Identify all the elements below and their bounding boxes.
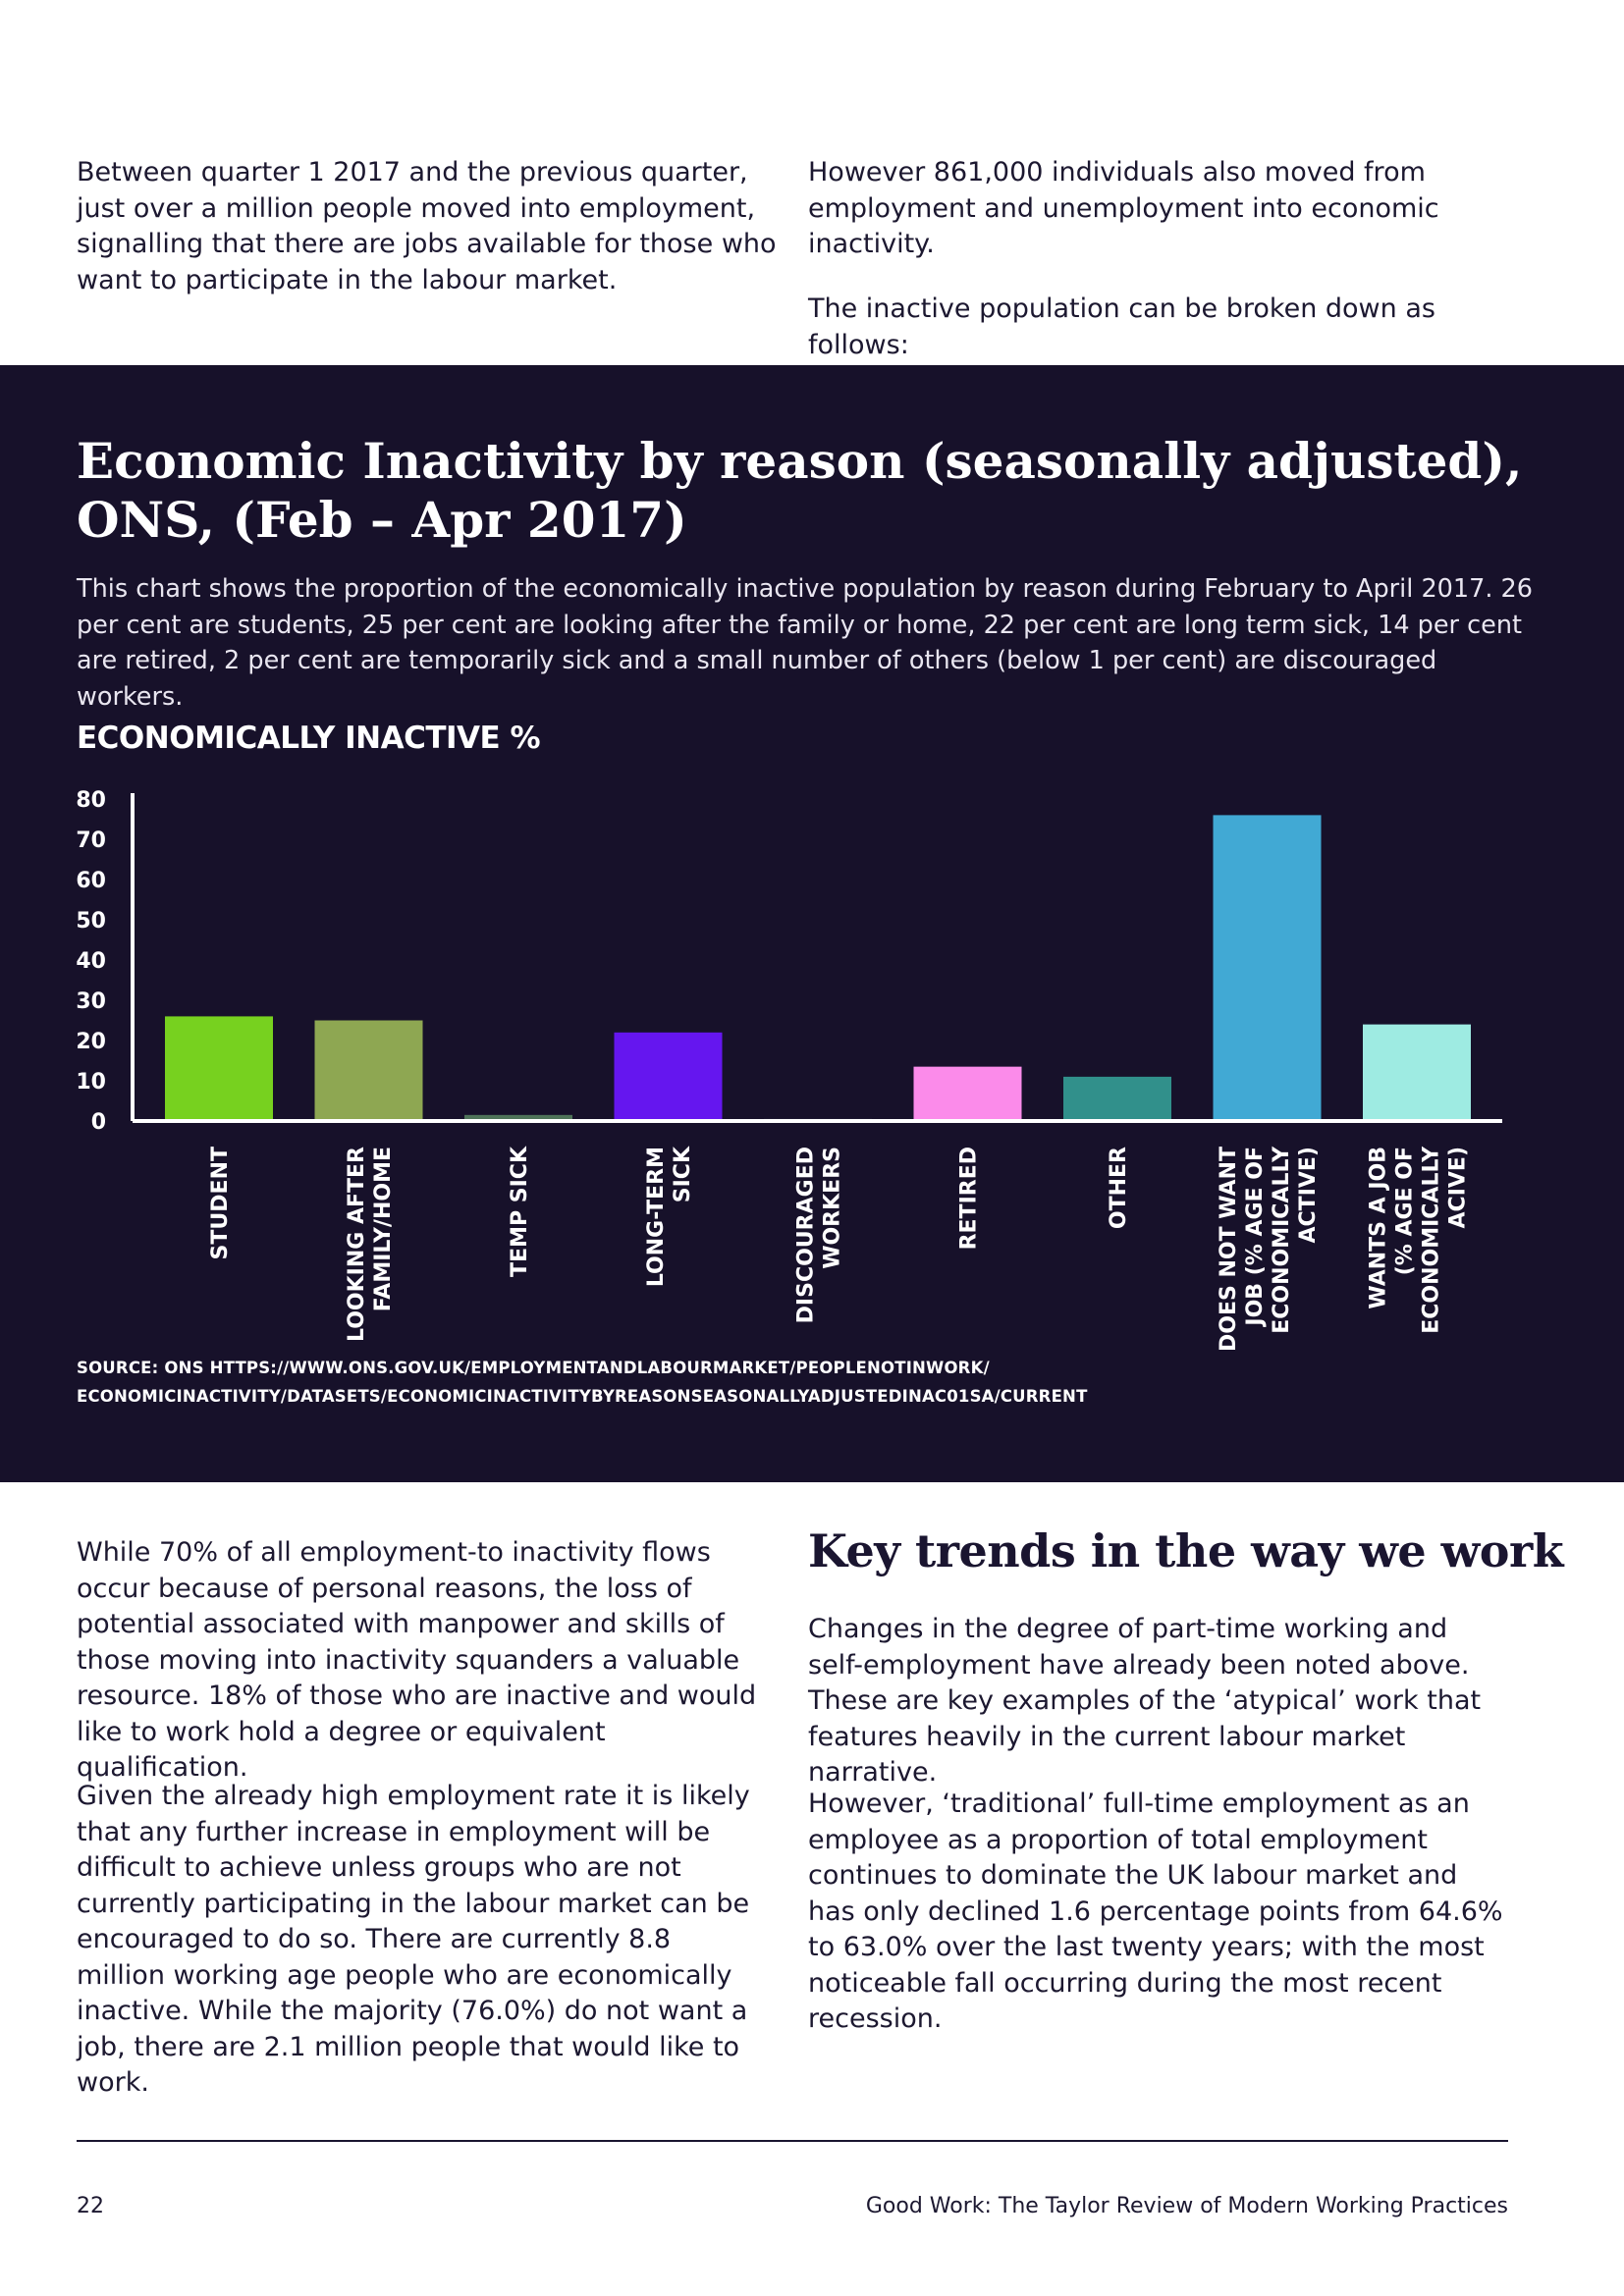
chart-title: Economic Inactivity by reason (seasonally adjusted), ONS, (Feb – Apr 2017) — [77, 432, 1523, 549]
y-tick-label: 0 — [90, 1110, 106, 1135]
x-category-label — [1367, 1146, 1471, 1334]
x-category-label — [208, 1147, 233, 1259]
x-category-label — [1217, 1146, 1321, 1352]
lower-left-paragraph-2: Given the already high employment rate it is likely that any further increase in employment will be difficult to achieve unless groups who are not currently participating in the labour market can be encouraged to do so. There are currently 8.8 million working age people who are economically inactive. While the majority (76.0%) do not want a job, there are 2.1 million people that would like to work. — [77, 1781, 750, 2098]
y-tick-label: 70 — [76, 828, 106, 853]
x-category-label-line: SICK — [671, 1147, 695, 1203]
x-category-label-line: STUDENT — [208, 1147, 233, 1260]
lower-right-paragraph-2: However, ‘traditional’ full-time employment as an employee as a proportion of total employment continues to dominate the UK labour market and has only declined 1.6 percentage points from 64.6% to 63.0% over the last twenty years; with the most noticeable fall occurring during the most recent recession. — [808, 1789, 1503, 2034]
chart-source-line-1: SOURCE: ONS HTTPS://WWW.ONS.GOV.UK/EMPLOYMENTANDLABOURMARKET/PEOPLENOTINWORK/ — [77, 1359, 990, 1377]
x-category-label-line: ACTIVE) — [1296, 1147, 1321, 1244]
x-category-label-line: ECONOMICALLY — [1270, 1147, 1294, 1334]
x-category-label — [508, 1146, 532, 1277]
x-category-label-line: JOB (% AGE OF — [1243, 1147, 1268, 1326]
x-category-label-line: FAMILY/HOME — [371, 1147, 396, 1312]
bar — [165, 1016, 273, 1119]
x-category-label-line: WORKERS — [820, 1147, 845, 1269]
x-category-label-line: LONG-TERM — [644, 1147, 669, 1288]
bar — [464, 1115, 572, 1119]
x-category-label-line: ACIVE) — [1445, 1147, 1471, 1229]
x-category-label-line: ECONOMICALLY — [1419, 1147, 1444, 1334]
bar-chart — [0, 766, 1624, 1355]
x-category-label-line: WANTS A JOB — [1366, 1147, 1391, 1309]
chart-description: This chart shows the proportion of the economically inactive population by reason during February to April 2017. 26 per cent are students, 25 per cent are looking after the family or home, 22 per cent are long term sick, 14 per cent are retired, 2 per cent are temporarily sick and a small number of others (below 1 per cent) are discouraged workers. — [77, 574, 1533, 712]
lower-right-paragraph-1: Changes in the degree of part-time working and self-employment have already been noted above. These are key examples of the ‘atypical’ work that features heavily in the current labour market narrative. — [808, 1614, 1482, 1788]
bar — [1063, 1077, 1171, 1119]
x-category-label-line: DISCOURAGED — [793, 1147, 819, 1324]
intro-left-paragraph: Between quarter 1 2017 and the previous quarter, just over a million people moved into employment, signalling that there are jobs available for those who want to participate in the labour market. — [77, 157, 777, 295]
bar — [1214, 815, 1322, 1119]
x-category-label-line: OTHER — [1107, 1147, 1131, 1230]
footer-rule — [77, 2140, 1508, 2142]
y-tick-label: 50 — [76, 909, 106, 934]
x-category-label — [794, 1147, 845, 1323]
x-category-label-line: DOES NOT WANT — [1217, 1147, 1241, 1352]
y-tick-label: 60 — [76, 869, 106, 893]
x-category-label-line: (% AGE OF — [1392, 1147, 1418, 1276]
page-number: 22 — [77, 2194, 104, 2218]
footer-document-title: Good Work: The Taylor Review of Modern Working Practices — [865, 2194, 1508, 2218]
lower-left-paragraph-1: While 70% of all employment-to inactivity flows occur because of personal reasons, the loss of potential associated with manpower and skills of those moving into inactivity squanders a valuable resource. 18% of those who are inactive and would like to work hold a degree or equivalent qualification. — [77, 1537, 757, 1783]
y-tick-label: 30 — [76, 989, 106, 1014]
x-category-label-line: LOOKING AFTER — [345, 1147, 369, 1343]
section-heading: Key trends in the way we work — [808, 1524, 1564, 1577]
x-category-label — [345, 1147, 396, 1342]
bar — [615, 1033, 723, 1119]
y-tick-label: 80 — [76, 788, 106, 813]
intro-right-paragraph-2: The inactive population can be broken down as follows: — [808, 294, 1435, 360]
bar — [1363, 1025, 1471, 1119]
chart-subtitle: ECONOMICALLY INACTIVE % — [77, 721, 541, 756]
y-tick-label: 10 — [76, 1070, 106, 1095]
x-category-label-line: RETIRED — [956, 1147, 982, 1251]
bar — [315, 1021, 423, 1120]
y-tick-label: 40 — [76, 949, 106, 974]
chart-source-line-2: ECONOMICINACTIVITY/DATASETS/ECONOMICINACTIVITYBYREASONSEASONALLYADJUSTEDINAC01SA/CURRENT — [77, 1387, 1088, 1406]
y-tick-label: 20 — [76, 1030, 106, 1054]
x-category-label-line: TEMP SICK — [508, 1147, 532, 1277]
x-category-label — [1107, 1147, 1131, 1229]
bar — [914, 1067, 1022, 1119]
x-category-label — [957, 1147, 982, 1250]
intro-right-paragraph: However 861,000 individuals also moved from employment and unemployment into economic inactivity. — [808, 157, 1439, 259]
x-category-label — [644, 1146, 695, 1287]
